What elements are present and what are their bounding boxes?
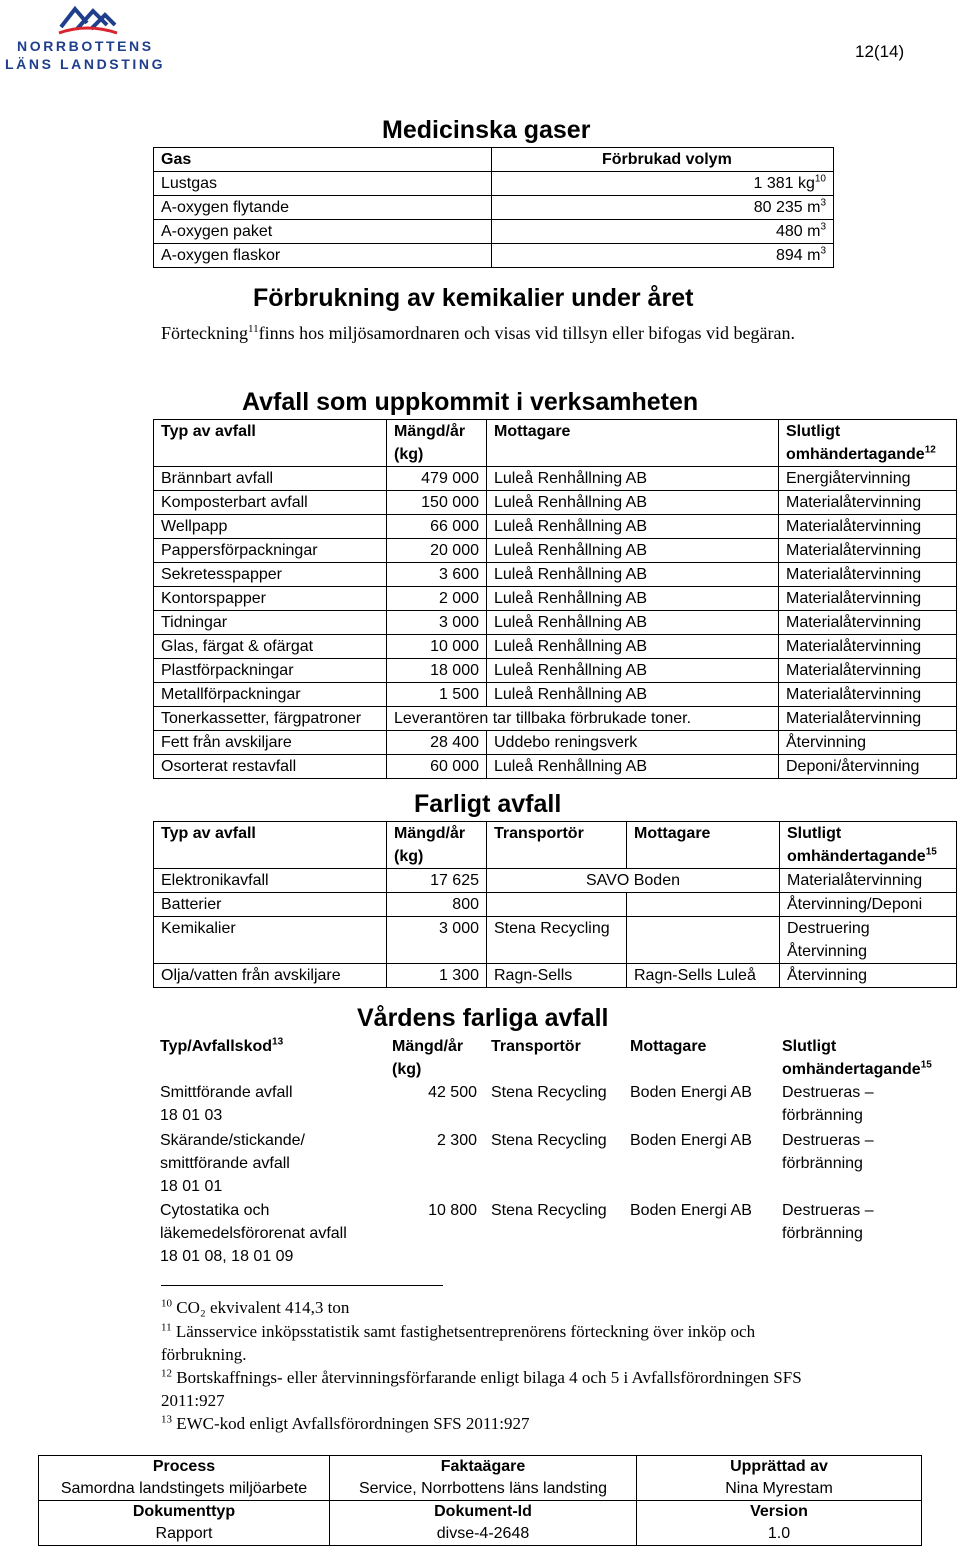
table-row xyxy=(154,587,957,611)
waste-transporter: Stena Recycling xyxy=(487,917,627,964)
table-row xyxy=(154,964,957,988)
table-row xyxy=(154,635,957,659)
column-header: Mottagare xyxy=(630,1038,707,1055)
waste-type: Wellpapp xyxy=(154,515,387,539)
waste-type: Sekretesspapper xyxy=(154,563,387,587)
waste-receiver: Luleå Renhållning AB xyxy=(487,467,779,491)
table-row xyxy=(154,755,957,779)
column-header: Mottagare xyxy=(627,822,780,869)
gas-table xyxy=(153,147,834,268)
table-row xyxy=(154,731,957,755)
waste-final: Materialåtervinning xyxy=(779,539,957,563)
table-row xyxy=(154,659,957,683)
waste-amount: 1 500 xyxy=(387,683,487,707)
column-header: Transportör xyxy=(491,1038,581,1055)
waste-amount: 800 xyxy=(387,893,487,917)
waste-amount: 17 625 xyxy=(387,869,487,893)
waste-type: Elektronikavfall xyxy=(154,869,387,893)
waste-final: Destrueras – förbränning xyxy=(782,1084,874,1124)
waste-receiver xyxy=(627,893,780,917)
waste-transporter: Stena Recycling xyxy=(491,1202,607,1219)
waste-receiver: Boden Energi AB xyxy=(630,1132,752,1149)
waste-transporter: Stena Recycling xyxy=(491,1132,607,1149)
waste-final: Destrueras – förbränning xyxy=(782,1202,874,1242)
gas-value: 894 $m^3$ xyxy=(492,244,834,268)
footnote: $^{13}$ EWC-kod enligt Avfallsförordningen SFS 2011:927 xyxy=(161,1413,530,1433)
footnote: $^{11}$ Länsservice inköpsstatistik samt fastighetsentreprenörens förteckning över inköp och förbrukning. xyxy=(161,1321,756,1364)
table-row xyxy=(154,611,957,635)
waste-type: Brännbart avfall xyxy=(154,467,387,491)
waste-amount: 479 000 xyxy=(387,467,487,491)
waste-type: Pappersförpackningar xyxy=(154,539,387,563)
gas-name: A-oxygen flytande xyxy=(154,196,492,220)
waste-amount: 20 000 xyxy=(387,539,487,563)
gas-value: 1 381 $kg^{10}$ xyxy=(492,172,834,196)
column-header: Mottagare xyxy=(487,420,779,467)
column-header: Typ av avfall xyxy=(154,420,387,467)
waste-amount: 10 800 xyxy=(428,1202,477,1219)
waste-receiver: Luleå Renhållning AB xyxy=(487,587,779,611)
waste-type: Fett från avskiljare xyxy=(154,731,387,755)
table-row xyxy=(154,893,957,917)
table-header-row xyxy=(153,1035,957,1081)
column-header: Slutligt omhändertagande$^{15}$ xyxy=(782,1038,932,1078)
table-header-row xyxy=(154,822,957,869)
waste-final: Materialåtervinning xyxy=(779,515,957,539)
waste-final: Deponi/återvinning xyxy=(779,755,957,779)
column-header: Transportör xyxy=(487,822,627,869)
waste-table xyxy=(153,419,957,779)
table-row xyxy=(154,707,957,731)
waste-final: Materialåtervinning xyxy=(779,659,957,683)
table-row xyxy=(154,917,957,964)
waste-amount: 10 000 xyxy=(387,635,487,659)
waste-type: Cytostatika och läkemedelsförorenat avfall 18 01 08, 18 01 09 xyxy=(160,1202,347,1265)
footer-owner: Faktaägare Service, Norrbottens läns landsting xyxy=(330,1456,637,1501)
table-row xyxy=(154,172,834,196)
waste-final: Återvinning xyxy=(780,964,957,988)
waste-final: Destrueras – förbränning xyxy=(782,1132,874,1172)
waste-receiver: Boden Energi AB xyxy=(630,1084,752,1101)
waste-amount: 150 000 xyxy=(387,491,487,515)
column-header: Typ av avfall xyxy=(154,822,387,869)
waste-amount: 1 300 xyxy=(387,964,487,988)
chemicals-paragraph: Förteckning$^{11}$finns hos miljösamordnaren och visas vid tillsyn eller bifogas vid begäran. xyxy=(161,323,795,343)
gas-name: A-oxygen flaskor xyxy=(154,244,492,268)
waste-receiver: Luleå Renhållning AB xyxy=(487,659,779,683)
column-header: Mängd/år (kg) xyxy=(387,822,487,869)
waste-receiver: Luleå Renhållning AB xyxy=(487,539,779,563)
waste-receiver: SAVO Boden xyxy=(487,869,780,893)
gas-name: Lustgas xyxy=(154,172,492,196)
column-header: Gas xyxy=(154,148,492,172)
waste-type: Glas, färgat & ofärgat xyxy=(154,635,387,659)
waste-transporter: Stena Recycling xyxy=(491,1084,607,1101)
waste-type: Osorterat restavfall xyxy=(154,755,387,779)
page-number: 12(14) xyxy=(855,42,905,61)
waste-final: Materialåtervinning xyxy=(779,563,957,587)
table-header-row xyxy=(154,420,957,467)
gas-title: Medicinska gaser xyxy=(382,116,591,144)
waste-receiver xyxy=(627,917,780,964)
footnote: $^{12}$ Bortskaffnings- eller återvinningsförfarande enligt bilaga 4 och 5 i Avfallsförordningen SFS 2011:927 xyxy=(161,1367,802,1410)
waste-amount: 2 000 xyxy=(387,587,487,611)
waste-type: Skärande/stickande/ smittförande avfall 18 01 01 xyxy=(160,1132,305,1195)
waste-type: Batterier xyxy=(154,893,387,917)
waste-receiver: Luleå Renhållning AB xyxy=(487,611,779,635)
waste-final: Materialåtervinning xyxy=(779,683,957,707)
waste-receiver: Luleå Renhållning AB xyxy=(487,635,779,659)
waste-final: Materialåtervinning xyxy=(779,491,957,515)
waste-type: Plastförpackningar xyxy=(154,659,387,683)
waste-receiver: Leverantören tar tillbaka förbrukade toner. xyxy=(387,707,779,731)
waste-final: Återvinning/Deponi xyxy=(780,893,957,917)
table-row xyxy=(154,491,957,515)
waste-receiver: Luleå Renhållning AB xyxy=(487,515,779,539)
table-row xyxy=(153,1199,957,1269)
waste-transporter: Ragn-Sells xyxy=(487,964,627,988)
waste-amount: 42 500 xyxy=(428,1084,477,1101)
column-header: Mängd/år (kg) xyxy=(392,1038,464,1078)
footnote: $^{10}$ CO₂ ekvivalent 414,3 ton xyxy=(161,1297,350,1317)
table-header-row xyxy=(154,148,834,172)
waste-final: Materialåtervinning xyxy=(779,611,957,635)
footer-doctype: Dokumenttyp Rapport xyxy=(39,1501,330,1546)
waste-amount: 3 000 xyxy=(387,611,487,635)
gas-value: 480 $m^3$ xyxy=(492,220,834,244)
waste-receiver: Luleå Renhållning AB xyxy=(487,755,779,779)
waste-transporter xyxy=(487,893,627,917)
waste-final: Materialåtervinning xyxy=(780,869,957,893)
logo-mark-icon xyxy=(57,5,119,37)
footer-row xyxy=(39,1456,922,1501)
logo-line2: LÄNS LANDSTING xyxy=(5,56,166,72)
healthcare-waste-title: Vårdens farliga avfall xyxy=(357,1004,609,1032)
waste-type: Komposterbart avfall xyxy=(154,491,387,515)
footer-author: Upprättad av Nina Myrestam xyxy=(637,1456,922,1501)
waste-amount: 28 400 xyxy=(387,731,487,755)
waste-final: Destruering Återvinning xyxy=(780,917,957,964)
footer-process: Process Samordna landstingets miljöarbete xyxy=(39,1456,330,1501)
column-header: Slutligt omhändertagande$^{12}$ xyxy=(779,420,957,467)
waste-receiver: Uddebo reningsverk xyxy=(487,731,779,755)
waste-receiver: Luleå Renhållning AB xyxy=(487,491,779,515)
table-row xyxy=(154,869,957,893)
waste-final: Materialåtervinning xyxy=(779,587,957,611)
waste-type: Tonerkassetter, färgpatroner xyxy=(154,707,387,731)
column-header: Förbrukad volym xyxy=(492,148,834,172)
waste-amount: 3 600 xyxy=(387,563,487,587)
table-row xyxy=(154,220,834,244)
footer-row xyxy=(39,1501,922,1546)
healthcare-waste-table xyxy=(153,1035,957,1269)
waste-amount: 18 000 xyxy=(387,659,487,683)
waste-type: Tidningar xyxy=(154,611,387,635)
table-row xyxy=(153,1081,957,1129)
gas-name: A-oxygen paket xyxy=(154,220,492,244)
gas-value: 80 235 $m^3$ xyxy=(492,196,834,220)
footer-docid: Dokument-Id divse-4-2648 xyxy=(330,1501,637,1546)
document-footer xyxy=(38,1455,922,1546)
column-header: Slutligt omhändertagande$^{15}$ xyxy=(780,822,957,869)
waste-final: Materialåtervinning xyxy=(779,635,957,659)
waste-receiver: Luleå Renhållning AB xyxy=(487,563,779,587)
waste-receiver: Ragn-Sells Luleå xyxy=(627,964,780,988)
hazardous-table xyxy=(153,821,957,988)
waste-final: Energiåtervinning xyxy=(779,467,957,491)
waste-receiver: Luleå Renhållning AB xyxy=(487,683,779,707)
waste-receiver: Boden Energi AB xyxy=(630,1202,752,1219)
table-row xyxy=(154,467,957,491)
waste-final: Återvinning xyxy=(779,731,957,755)
table-row xyxy=(154,515,957,539)
column-header: Mängd/år (kg) xyxy=(387,420,487,467)
logo-line1: NORRBOTTENS xyxy=(17,38,154,54)
waste-type: Metallförpackningar xyxy=(154,683,387,707)
waste-type: Kontorspapper xyxy=(154,587,387,611)
column-header: Typ/Avfallskod$^{13}$ xyxy=(160,1036,284,1055)
table-row xyxy=(154,683,957,707)
waste-amount: 2 300 xyxy=(436,1132,477,1149)
table-row xyxy=(154,196,834,220)
table-row xyxy=(154,563,957,587)
logo xyxy=(5,5,175,70)
waste-type: Smittförande avfall 18 01 03 xyxy=(160,1084,293,1124)
chemicals-title: Förbrukning av kemikalier under året xyxy=(253,284,694,312)
waste-type: Olja/vatten från avskiljare xyxy=(154,964,387,988)
footnote-divider xyxy=(161,1285,443,1286)
waste-title: Avfall som uppkommit i verksamheten xyxy=(242,388,699,416)
table-row xyxy=(153,1129,957,1199)
table-row xyxy=(154,244,834,268)
waste-final: Materialåtervinning xyxy=(779,707,957,731)
waste-amount: 66 000 xyxy=(387,515,487,539)
footer-version: Version 1.0 xyxy=(637,1501,922,1546)
waste-type: Kemikalier xyxy=(154,917,387,964)
table-row xyxy=(154,539,957,563)
waste-amount: 3 000 xyxy=(387,917,487,964)
hazardous-title: Farligt avfall xyxy=(414,790,562,818)
waste-amount: 60 000 xyxy=(387,755,487,779)
